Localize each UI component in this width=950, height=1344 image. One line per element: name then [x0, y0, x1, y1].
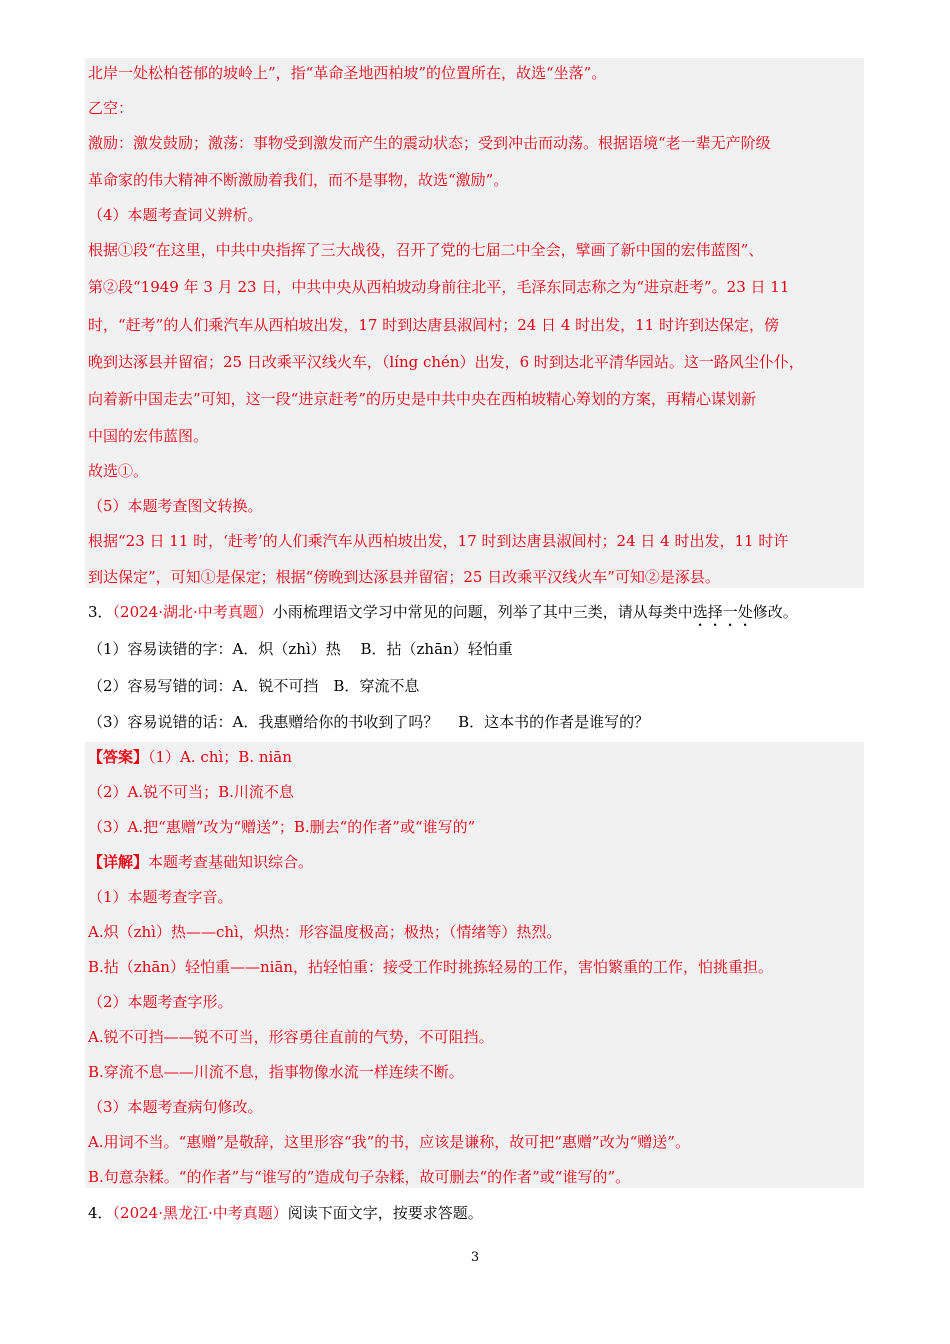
answer-text: （1）A. chì；B. niān: [148, 748, 292, 766]
text-line: 革命家的伟大精神不断激励着我们，而不是事物，故选“激励”。: [88, 171, 509, 189]
detail-line: （2）本题考查字形。: [88, 993, 233, 1011]
detail-line: （3）本题考查病句修改。: [88, 1098, 263, 1116]
option-line: （1）容易读错的字：A．炽（zhì）热 B．拈（zhān）轻怕重: [88, 640, 513, 658]
question-number: 4．: [88, 1204, 113, 1222]
detail-line: B.拈（zhān）轻怕重——niān，拈轻怕重：接受工作时挑拣轻易的工作，害怕繁重的工作，怕挑重担。: [88, 958, 774, 976]
answer-tag: 【答案】: [88, 748, 149, 766]
stem-text-end: 修改。: [752, 603, 798, 621]
text-line: 乙空：: [88, 99, 134, 117]
question-4-stem: [88, 1203, 483, 1223]
answer-line: （3）A.把“惠赠”改为“赠送”；B.删去“的作者”或“谁写的”: [88, 818, 476, 836]
detail-line: [88, 852, 313, 872]
detail-line: （1）本题考查字音。: [88, 888, 233, 906]
option-line: （2）容易写错的词：A．锐不可挡 B．穿流不息: [88, 677, 420, 695]
text-line: 激励：激发鼓励；激荡：事物受到激发而产生的震动状态；受到冲击而动荡。根据语境“老一辈无产阶级: [88, 134, 771, 152]
text-line: 向着新中国走去”可知，这一段“进京赶考”的历史是中共中央在西柏坡精心筹划的方案，再精心谋划新: [88, 390, 757, 408]
question-3-stem: [88, 602, 798, 630]
text-line: 晚到达涿县并留宿；25 日改乘平汉线火车，（líng chén）出发，6 时到达北平清华园站。这一路风尘仆仆，: [88, 353, 804, 371]
detail-tag: 【详解】: [88, 853, 149, 871]
text-line: （4）本题考查词义辨析。: [88, 206, 263, 224]
question-number: 3．: [88, 603, 113, 621]
text-line: 根据“23 日 11 时，‘赶考’的人们乘汽车从西柏坡出发，17 时到达唐县淑闾村；24 日 4 时出发，11 时许: [88, 532, 789, 550]
stem-text: 阅读下面文字，按要求答题。: [287, 1204, 483, 1222]
text-line: 到达保定”，可知①是保定；根据“傍晚到达涿县并留宿；25 日改乘平汉线火车”可知②是涿县。: [88, 568, 720, 586]
question-source: （2024·湖北·中考真题）: [112, 603, 273, 621]
text-line: 时，“赶考”的人们乘汽车从西柏坡出发，17 时到达唐县淑闾村；24 日 4 时出发，11 时许到达保定，傍: [88, 316, 779, 334]
detail-line: A.锐不可挡——锐不可当，形容勇往直前的气势，不可阻挡。: [88, 1028, 494, 1046]
answer-line: [88, 747, 292, 767]
text-line: 北岸一处松柏苍郁的坡岭上”，指“革命圣地西柏坡”的位置所在，故选“坐落”。: [88, 64, 607, 82]
option-line: （3）容易说错的话：A．我惠赠给你的书收到了吗？ B．这本书的作者是谁写的？: [88, 713, 650, 731]
emphasis-text: 选择一处: [692, 603, 753, 621]
text-line: 中国的宏伟蓝图。: [88, 427, 209, 445]
answer-line: （2）A.锐不可当；B.川流不息: [88, 783, 294, 801]
page-number: 3: [470, 1250, 480, 1265]
detail-line: A.用词不当。“惠赠”是敬辞，这里形容“我”的书，应该是谦称，故可把“惠赠”改为“赠送”。: [88, 1133, 690, 1151]
detail-line: B.穿流不息——川流不息，指事物像水流一样连续不断。: [88, 1063, 464, 1081]
stem-text: 小雨梳理语文学习中常见的问题，列举了其中三类，请从每类中: [272, 603, 693, 621]
text-line: 第②段“1949 年 3 月 23 日，中共中央从西柏坡动身前往北平，毛泽东同志称之为“进京赶考”。23 日 11: [88, 278, 790, 296]
question-source: （2024·黑龙江·中考真题）: [112, 1204, 288, 1222]
text-line: 故选①。: [88, 462, 149, 480]
detail-intro: 本题考查基础知识综合。: [148, 853, 314, 871]
text-line: （5）本题考查图文转换。: [88, 497, 263, 515]
text-line: 根据①段“在这里，中共中央指挥了三大战役，召开了党的七届二中全会，擘画了新中国的宏伟蓝图”、: [88, 241, 764, 259]
detail-line: A.炽（zhì）热——chì，炽热：形容温度极高；极热；（情绪等）热烈。: [88, 923, 562, 941]
detail-line: B.句意杂糅。“的作者”与“谁写的”造成句子杂糅，故可删去“的作者”或“谁写的”。: [88, 1168, 631, 1186]
